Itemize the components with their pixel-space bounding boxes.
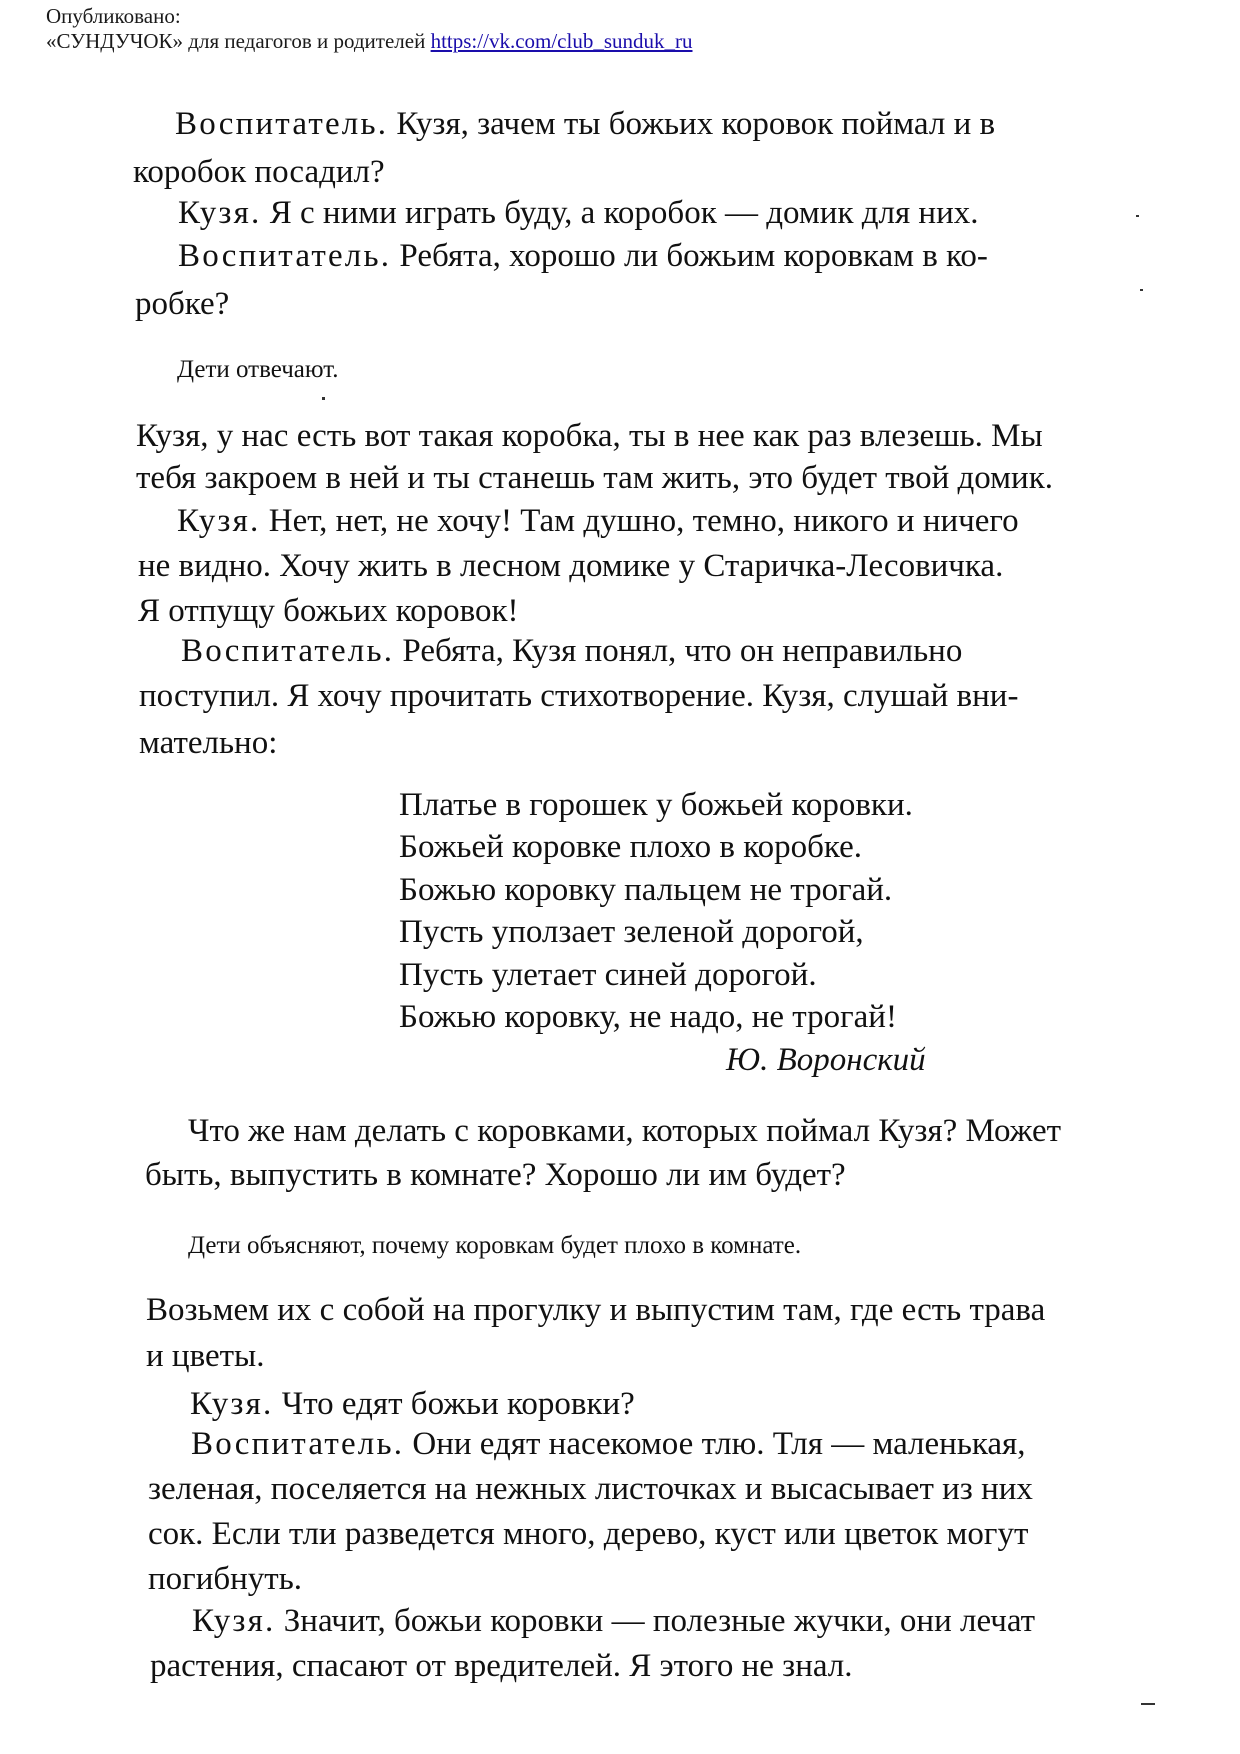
poem-author: Ю. Воронский [726,1042,926,1078]
p5-line3: Я отпущу божьих коровок! [138,593,519,629]
p9-line1 [190,1384,635,1424]
p6-line3: мательно: [139,725,278,761]
p10-line4: погибнуть. [148,1561,303,1597]
speaker-kuzya: Кузя. [178,195,262,231]
poem-line: Божью коровку пальцем не трогай. [399,872,893,908]
speaker-kuzya: Кузя. [192,1603,276,1639]
p2-line1 [178,193,979,233]
speaker-kuzya: Кузя. [177,503,261,539]
poem-line: Божьей коровке плохо в коробке. [399,829,862,865]
speaker-teacher: Воспитатель. [191,1426,405,1462]
p4-line2: тебя закроем в ней и ты станешь там жить, это будет твой домик. [136,460,1053,496]
p10-line2: зеленая, поселяется на нежных листочках и высасывает из них [148,1471,1033,1507]
speaker-teacher: Воспитатель. [181,633,395,669]
p3-line2: робке? [135,286,230,322]
p10-line1 [191,1424,1025,1464]
p6-line2: поступил. Я хочу прочитать стихотворение. Кузя, слушай вни- [139,678,1019,714]
speaker-teacher: Воспитатель. [175,106,389,142]
line-text: Значит, божьи коровки — полезные жучки, они лечат [275,1603,1036,1639]
publication-header [46,4,693,54]
line-text: Ребята, хорошо ли божьим коровкам в ко- [391,238,988,274]
p7-line2: быть, выпустить в комнате? Хорошо ли им будет? [145,1157,846,1193]
line-text: Нет, нет, не хочу! Там душно, темно, никого и ничего [260,503,1019,539]
p11-line2: растения, спасают от вредителей. Я этого не знал. [150,1648,853,1684]
source-prefix: «СУНДУЧОК» для педагогов и родителей [46,29,426,53]
poem-line: Божью коровку, не надо, не трогай! [399,999,897,1035]
scan-speck [1140,289,1143,291]
p5-line1 [177,501,1019,541]
scan-speck [322,397,325,400]
stage-direction-2: Дети объясняют, почему коровкам будет плохо в комнате. [188,1232,802,1259]
p3-line1 [178,236,988,276]
poem-line: Пусть уползает зеленой дорогой, [399,914,864,950]
p8-line1: Возьмем их с собой на прогулку и выпустим там, где есть трава [146,1292,1046,1328]
poem-line: Пусть улетает синей дорогой. [399,957,817,993]
p4-line1: Кузя, у нас есть вот такая коробка, ты в нее как раз влезешь. Мы [136,418,1043,454]
line-text: Они едят насекомое тлю. Тля — маленькая, [404,1426,1026,1462]
published-label: Опубликовано: [46,4,181,28]
line-text: Я с ними играть буду, а коробок — домик для них. [261,195,979,231]
speaker-kuzya: Кузя. [190,1386,274,1422]
source-line [46,29,693,54]
scan-speck [1141,1703,1155,1705]
p11-line1 [192,1601,1035,1641]
line-text: Кузя, зачем ты божьих коровок поймал и в [388,106,996,142]
scan-speck [1136,215,1139,217]
poem-line: Платье в горошек у божьей коровки. [399,787,913,823]
stage-direction-1: Дети отвечают. [177,356,339,383]
p5-line2: не видно. Хочу жить в лесном домике у Старичка-Лесовичка. [138,548,1004,584]
p1-line1 [175,104,995,144]
line-text: Ребята, Кузя понял, что он неправильно [394,633,963,669]
source-link[interactable]: https://vk.com/club_sunduk_ru [430,29,693,53]
speaker-teacher: Воспитатель. [178,238,392,274]
line-text: Что едят божьи коровки? [273,1386,635,1422]
p6-line1 [181,631,962,671]
p8-line2: и цветы. [146,1338,265,1374]
p1-line2: коробок посадил? [133,154,385,190]
p7-line1: Что же нам делать с коровками, которых поймал Кузя? Может [188,1113,1062,1149]
p10-line3: сок. Если тли разведется много, дерево, куст или цветок могут [148,1516,1029,1552]
